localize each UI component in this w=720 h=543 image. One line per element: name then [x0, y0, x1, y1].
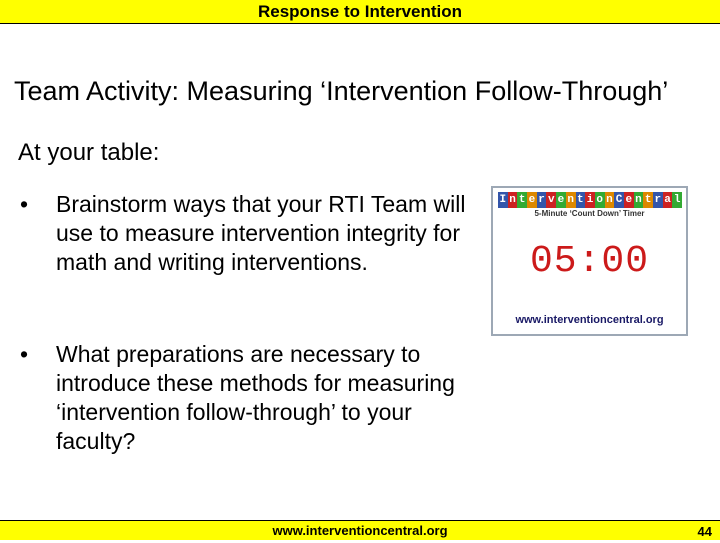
timer-brand-letter: n — [567, 194, 574, 206]
timer-brand-letter: e — [625, 194, 633, 206]
timer-brand-letter: t — [518, 194, 526, 206]
timer-brand-letter: i — [586, 194, 594, 206]
countdown-timer-image — [491, 186, 688, 336]
timer-brand-letter: C — [615, 194, 623, 206]
slide-subtitle: At your table: — [18, 139, 160, 166]
timer-brand-letter: o — [596, 194, 604, 206]
header-bar — [0, 0, 720, 24]
timer-display: 05:00 — [529, 240, 650, 283]
bullet-item — [20, 190, 480, 277]
bullet-text: What preparations are necessary to introduce these methods for measuring ‘intervention follow-through’ to your faculty? — [56, 341, 455, 454]
footer-url: www.interventioncentral.org — [272, 523, 448, 538]
timer-brand-letter: n — [509, 194, 516, 206]
timer-brand-logo — [498, 192, 682, 208]
timer-brand-letter: l — [673, 194, 681, 206]
bullet-text: Brainstorm ways that your RTI Team will use to measure intervention integrity for math and writing interventions. — [56, 191, 466, 275]
footer-bar — [0, 520, 720, 540]
timer-brand-letter: e — [557, 194, 565, 206]
timer-url: www.interventioncentral.org — [515, 314, 664, 326]
timer-brand-letter: r — [538, 194, 545, 206]
timer-brand-letter: v — [547, 194, 555, 206]
slide-title: Team Activity: Measuring ‘Intervention Follow-Through’ — [14, 76, 669, 106]
page-number: 44 — [697, 524, 712, 539]
header-title: Response to Intervention — [257, 2, 463, 21]
timer-brand-letter: e — [528, 194, 536, 206]
timer-brand-letter: r — [654, 194, 662, 206]
timer-brand-letter: t — [577, 194, 584, 206]
timer-brand-letter: t — [644, 194, 652, 206]
bullet-dot: • — [20, 191, 29, 217]
timer-brand-letter: I — [499, 194, 507, 206]
timer-subtitle: 5-Minute ‘Count Down’ Timer — [534, 209, 645, 218]
timer-brand-letter: a — [664, 194, 671, 206]
timer-brand-letter: n — [606, 194, 613, 206]
bullet-dot: • — [20, 341, 29, 367]
bullet-item — [20, 340, 480, 456]
timer-brand-letter: n — [635, 194, 642, 206]
